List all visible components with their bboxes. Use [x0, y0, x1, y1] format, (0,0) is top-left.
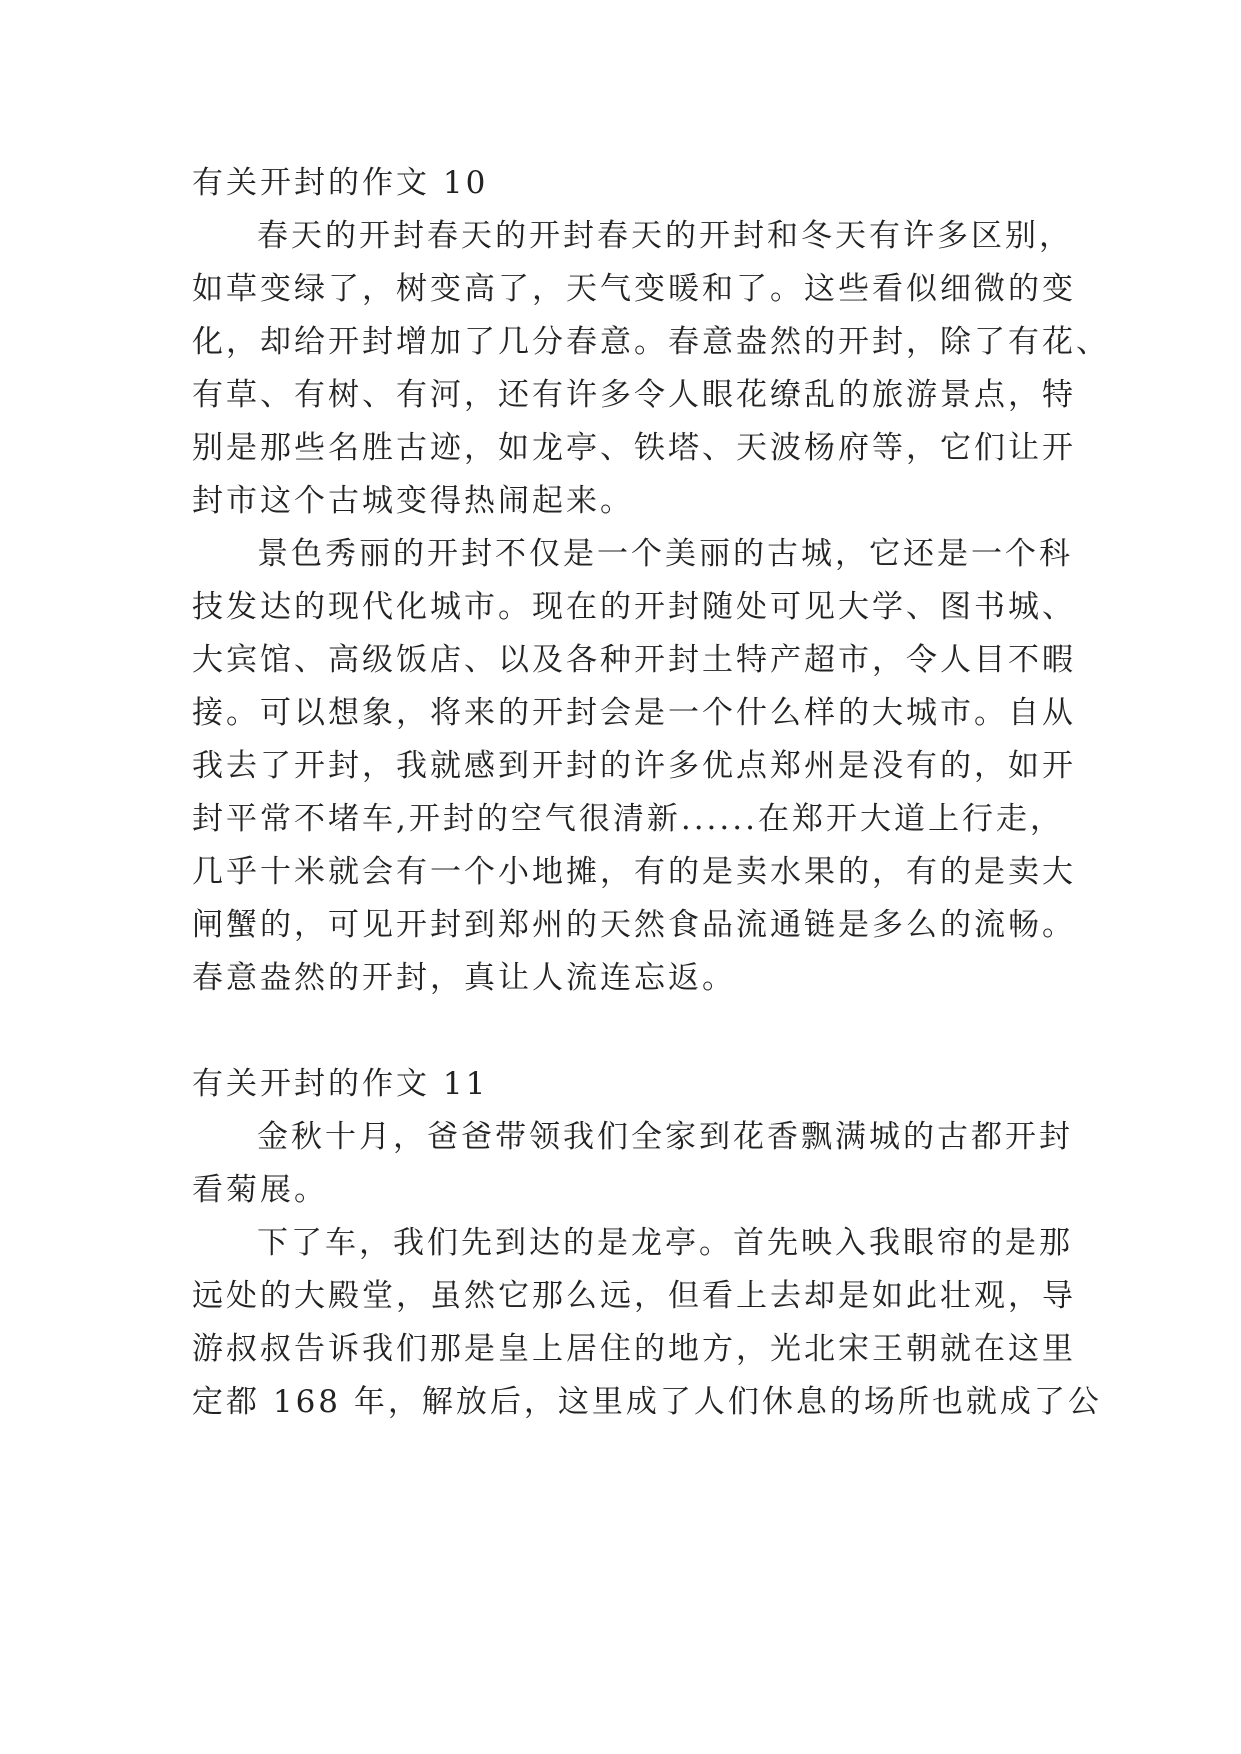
paragraph-line: 定都 168 年，解放后，这里成了人们休息的场所也就成了公	[192, 1384, 1102, 1420]
paragraph-line: 封市这个古城变得热闹起来。	[192, 483, 634, 519]
paragraph-line: 我去了开封，我就感到开封的许多优点郑州是没有的，如开	[192, 748, 1076, 784]
paragraph-line: 春意盎然的开封，真让人流连忘返。	[192, 960, 736, 996]
section-heading: 有关开封的作文 10	[192, 165, 489, 201]
paragraph-line: 景色秀丽的开封不仅是一个美丽的古城，它还是一个科	[257, 536, 1073, 572]
paragraph-line: 看菊展。	[192, 1172, 328, 1208]
paragraph-line: 远处的大殿堂，虽然它那么远，但看上去却是如此壮观，导	[192, 1278, 1076, 1314]
paragraph-line: 几乎十米就会有一个小地摊，有的是卖水果的，有的是卖大	[192, 854, 1076, 890]
paragraph-line: 如草变绿了，树变高了，天气变暖和了。这些看似细微的变	[192, 271, 1076, 307]
paragraph-line: 技发达的现代化城市。现在的开封随处可见大学、图书城、	[192, 589, 1076, 625]
paragraph-line: 接。可以想象，将来的开封会是一个什么样的大城市。自从	[192, 695, 1076, 731]
paragraph-line: 金秋十月，爸爸带领我们全家到花香飘满城的古都开封	[257, 1119, 1073, 1155]
paragraph-line: 封平常不堵车,开封的空气很清新......在郑开大道上行走，	[192, 801, 1064, 837]
paragraph-line: 别是那些名胜古迹，如龙亭、铁塔、天波杨府等，它们让开	[192, 430, 1076, 466]
paragraph-line: 闸蟹的，可见开封到郑州的天然食品流通链是多么的流畅。	[192, 907, 1076, 943]
paragraph-line: 春天的开封春天的开封春天的开封和冬天有许多区别，	[257, 218, 1073, 254]
paragraph-line: 大宾馆、高级饭店、以及各种开封土特产超市，令人目不暇	[192, 642, 1076, 678]
paragraph-line: 化，却给开封增加了几分春意。春意盎然的开封，除了有花、	[192, 324, 1110, 360]
paragraph-line: 游叔叔告诉我们那是皇上居住的地方，光北宋王朝就在这里	[192, 1331, 1076, 1367]
paragraph-line: 有草、有树、有河，还有许多令人眼花缭乱的旅游景点，特	[192, 377, 1076, 413]
paragraph-line: 下了车，我们先到达的是龙亭。首先映入我眼帘的是那	[257, 1225, 1073, 1261]
section-heading: 有关开封的作文 11	[192, 1066, 489, 1102]
